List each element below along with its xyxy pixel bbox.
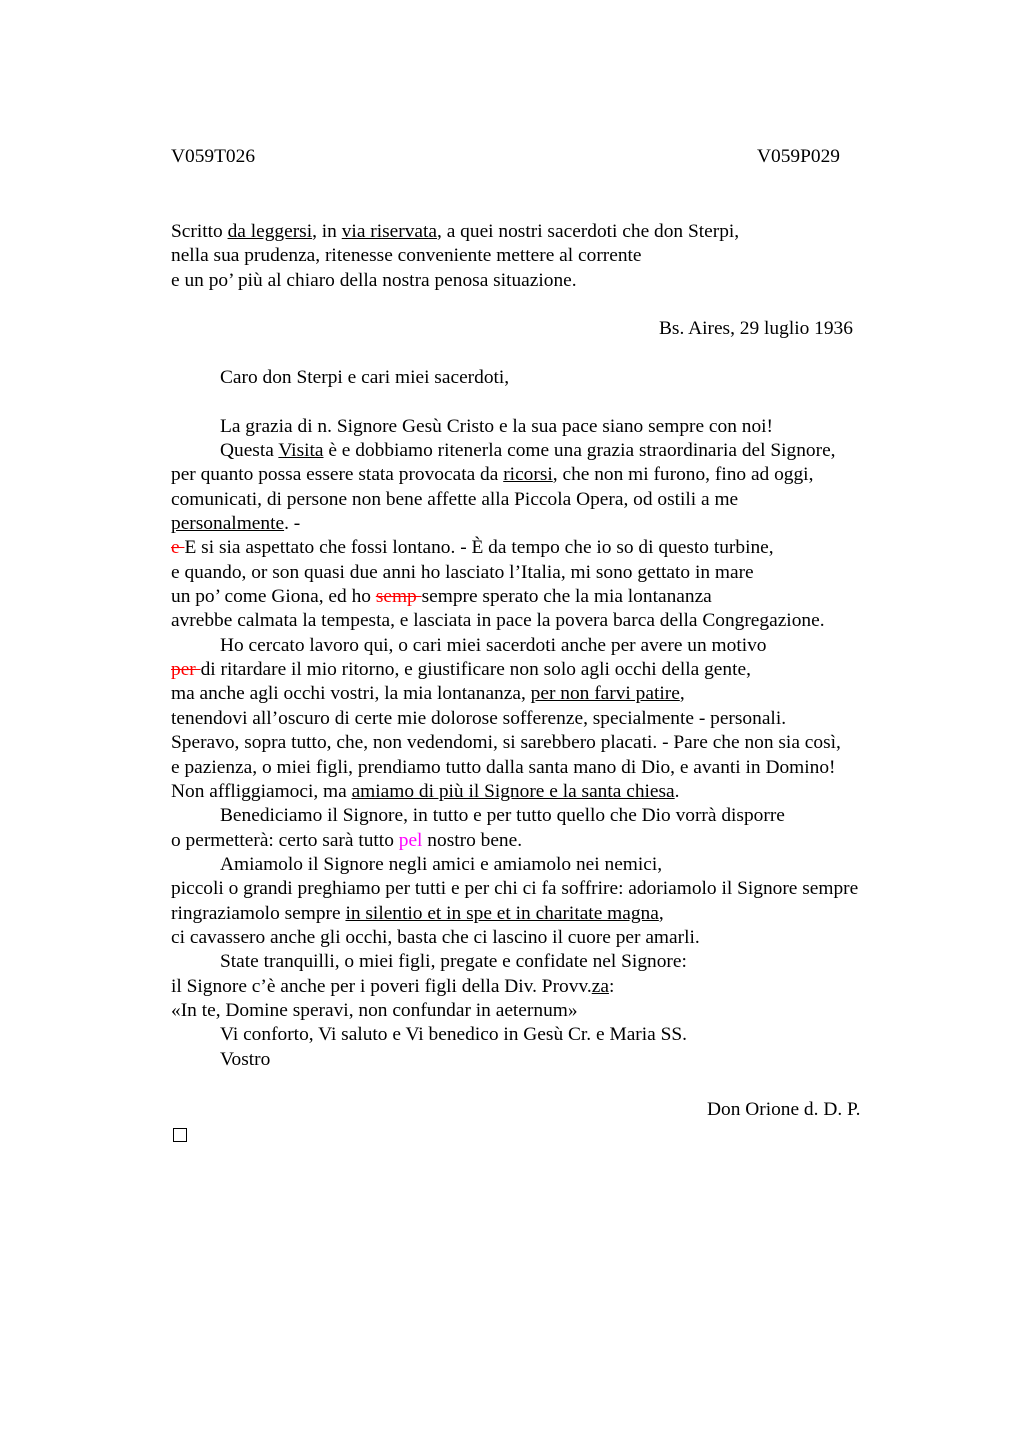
- highlighted-text: pel: [398, 829, 423, 851]
- letter-line: [171, 609, 858, 633]
- letter-line: [171, 756, 858, 780]
- letter-line: [171, 902, 858, 926]
- underlined-text: in silentio et in spe et in charitate magna: [345, 902, 659, 924]
- letter-line: [171, 439, 858, 463]
- underlined-text: za: [591, 975, 609, 997]
- letter-line: [171, 999, 858, 1023]
- document-code-left: V059T026: [171, 146, 256, 167]
- text-segment: comunicati, di persone non bene affette alla Piccola Opera, od ostili a me: [171, 488, 739, 510]
- letter-line: [171, 877, 858, 901]
- text-segment: :: [608, 975, 615, 997]
- text-segment: nostro bene.: [422, 829, 523, 851]
- note-line: [171, 220, 739, 244]
- text-segment: , in: [312, 221, 342, 242]
- letter-line: [171, 950, 858, 974]
- letter-line: [171, 682, 858, 706]
- blank-line: [171, 390, 858, 414]
- text-segment: avrebbe calmata la tempesta, e lasciata in pace la povera barca della Congregazione.: [171, 610, 825, 632]
- place-and-date: Bs. Aires, 29 luglio 1936: [659, 318, 853, 339]
- letter-body: [171, 366, 858, 1072]
- underlined-text: personalmente: [171, 513, 285, 535]
- note-line: [171, 244, 739, 268]
- underlined-text: amiamo di più il Signore e la santa chiesa: [351, 780, 675, 802]
- text-segment: Scritto: [171, 221, 228, 242]
- introductory-note: [171, 220, 739, 293]
- deleted-text: semp: [375, 586, 422, 608]
- text-segment: nella sua prudenza, ritenesse conveniente mettere al corrente: [171, 245, 642, 267]
- text-segment: ci cavassero anche gli occhi, basta che ci lascino il cuore per amarli.: [171, 926, 700, 948]
- text-segment: , a quei nostri sacerdoti che don Sterpi,: [437, 221, 740, 242]
- text-segment: ,: [658, 902, 664, 924]
- text-segment: e pazienza, o miei figli, prendiamo tutto dalla santa mano di Dio, e avanti in Domino!: [171, 756, 836, 778]
- letter-line: [171, 585, 858, 609]
- signature: Don Orione d. D. P.: [707, 1099, 861, 1120]
- text-segment: Benediciamo il Signore, in tutto e per tutto quello che Dio vorrà disporre: [220, 805, 785, 827]
- letter-line: [171, 853, 858, 877]
- text-segment: ,: [679, 683, 685, 705]
- text-segment: piccoli o grandi preghiamo per tutti e per chi ci fa soffrire: adoriamolo il Signore sempre: [171, 878, 859, 900]
- text-segment: La grazia di n. Signore Gesù Cristo e la sua pace siano sempre con noi!: [220, 415, 774, 437]
- letter-line: [171, 366, 858, 390]
- text-segment: Amiamolo il Signore negli amici e amiamolo nei nemici,: [220, 853, 663, 875]
- text-segment: e un po’ più al chiaro della nostra penosa situazione.: [171, 269, 577, 291]
- text-segment: sempre sperato che la mia lontananza: [421, 586, 712, 608]
- text-segment: il Signore c’è anche per i poveri figli della Div. Provv.: [171, 975, 592, 997]
- text-segment: tenendovi all’oscuro di certe mie dolorose sofferenze, specialmente - personali.: [171, 707, 787, 729]
- letter-line: [171, 463, 858, 487]
- text-segment: Questa: [220, 440, 279, 462]
- underlined-text: ricorsi: [503, 464, 553, 486]
- letter-line: [171, 536, 858, 560]
- text-segment: Ho cercato lavoro qui, o cari miei sacerdoti anche per avere un motivo: [220, 634, 767, 656]
- letter-line: [171, 829, 858, 853]
- letter-line: [171, 1048, 858, 1072]
- text-segment: State tranquilli, o miei figli, pregate e confidate nel Signore:: [220, 951, 687, 973]
- text-segment: . -: [284, 513, 301, 535]
- text-segment: di ritardare il mio ritorno, e giustificare non solo agli occhi della gente,: [200, 659, 751, 681]
- text-segment: Vi conforto, Vi saluto e Vi benedico in Gesù Cr. e Maria SS.: [220, 1024, 688, 1046]
- text-segment: per quanto possa essere stata provocata da: [171, 464, 504, 486]
- underlined-text: via riservata: [341, 221, 438, 242]
- letter-line: [171, 561, 858, 585]
- note-line: [171, 269, 739, 293]
- underlined-text: da leggersi: [227, 221, 313, 242]
- letter-line: [171, 415, 858, 439]
- letter-line: [171, 731, 858, 755]
- text-segment: Caro don Sterpi e cari miei sacerdoti,: [220, 367, 510, 388]
- letter-line: [171, 1023, 858, 1047]
- letter-line: [171, 488, 858, 512]
- text-segment: .: [674, 780, 680, 802]
- underlined-text: Visita: [278, 440, 324, 462]
- text-segment: «In te, Domine speravi, non confundar in aeternum»: [171, 999, 578, 1021]
- text-segment: , che non mi furono, fino ad oggi,: [552, 464, 814, 486]
- letter-line: [171, 804, 858, 828]
- letter-line: [171, 780, 858, 804]
- end-of-document-box: [173, 1128, 187, 1142]
- text-segment: E si sia aspettato che fossi lontano. - È da tempo che io so di questo turbine,: [184, 537, 774, 559]
- letter-line: [171, 707, 858, 731]
- text-segment: Non affliggiamoci, ma: [171, 780, 352, 802]
- deleted-text: per: [171, 659, 201, 681]
- text-segment: un po’ come Giona, ed ho: [171, 586, 376, 608]
- text-segment: o permetterà: certo sarà tutto: [171, 829, 399, 851]
- text-segment: Vostro: [220, 1048, 271, 1070]
- text-segment: è e dobbiamo ritenerla come una grazia straordinaria del Signore,: [323, 440, 836, 462]
- deleted-text: e: [171, 537, 185, 559]
- letter-line: [171, 658, 858, 682]
- letter-line: [171, 634, 858, 658]
- document-code-right: V059P029: [757, 146, 840, 167]
- text-segment: e quando, or son quasi due anni ho lasciato l’Italia, mi sono gettato in mare: [171, 561, 754, 583]
- text-segment: ringraziamolo sempre: [171, 902, 346, 924]
- text-segment: Speravo, sopra tutto, che, non vedendomi, si sarebbero placati. - Pare che non sia così,: [171, 732, 841, 754]
- underlined-text: per non farvi patire: [530, 683, 680, 705]
- letter-line: [171, 926, 858, 950]
- text-segment: ma anche agli occhi vostri, la mia lontananza,: [171, 683, 531, 705]
- letter-line: [171, 512, 858, 536]
- letter-line: [171, 975, 858, 999]
